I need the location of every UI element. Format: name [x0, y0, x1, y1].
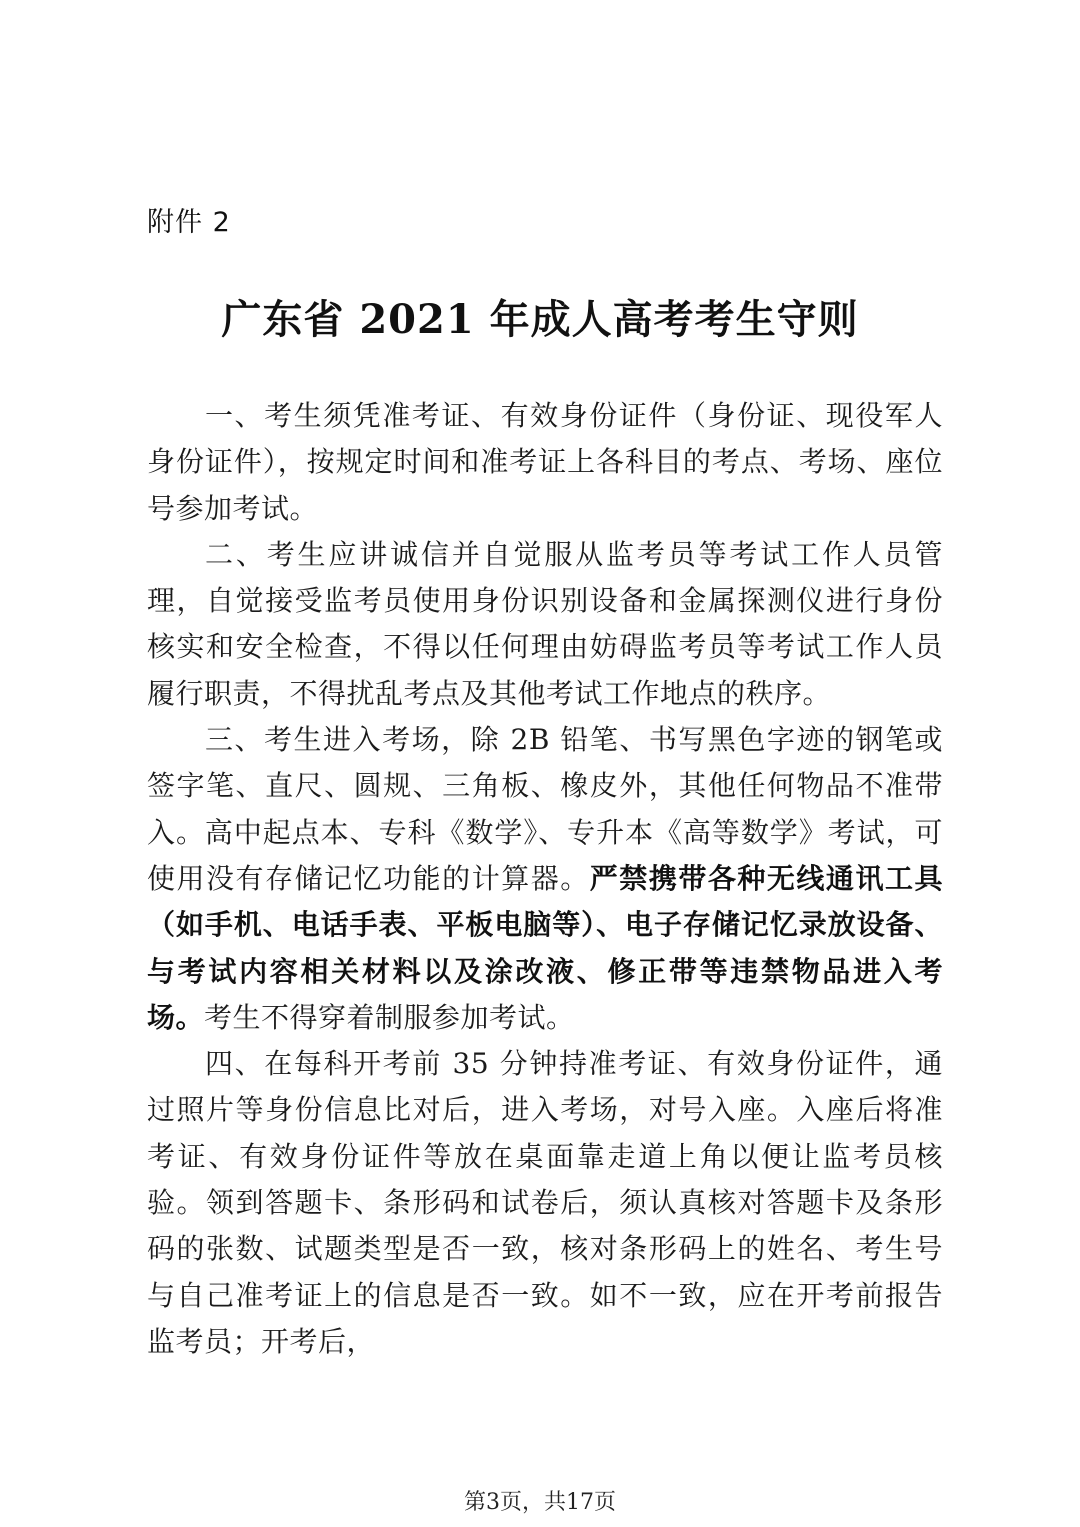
rules-body	[147, 393, 943, 1365]
document-title: 广东省 2021 年成人高考考生守则	[221, 296, 859, 343]
rule-paragraph-2	[147, 532, 943, 717]
page-number-footer: 第3页，共17页	[464, 1490, 616, 1515]
rule-paragraph-4	[147, 1041, 943, 1365]
attachment-label: 附件 2	[147, 207, 231, 238]
rule-2-text: 二、考生应讲诚信并自觉服从监考员等考试工作人员管理，自觉接受监考员使用身份识别设备和金属探测仪进行身份核实和安全检查，不得以任何理由妨碍监考员等考试工作人员履行职责，不得扰乱考点及其他考试工作地点的秩序。	[147, 537, 943, 710]
rule-3-uniform-text: 考生不得穿着制服参加考试。	[204, 1000, 575, 1034]
rule-paragraph-3	[147, 717, 943, 1041]
rule-1-text: 一、考生须凭准考证、有效身份证件（身份证、现役军人身份证件），按规定时间和准考证上各科目的考点、考场、座位号参加考试。	[147, 399, 943, 525]
rule-3-text: 三、考生进入考场，除 2B 铅笔、书写黑色字迹的钢笔或签字笔、直尺、圆规、三角板、橡皮外，其他任何物品不准带入。高中起点本、专科《数学》、专升本《高等数学》考试，可使用没有存储记忆功能的计算器。	[147, 723, 943, 895]
rule-3-prohibited-items-emphasis: 严禁携带各种无线通讯工具（如手机、电话手表、平板电脑等）、电子存储记忆录放设备、与考试内容相关材料以及涂改液、修正带等违禁物品进入考场。	[147, 861, 943, 1034]
rule-4-text: 四、在每科开考前 35 分钟持准考证、有效身份证件，通过照片等身份信息比对后，进入考场，对号入座。入座后将准考证、有效身份证件等放在桌面靠走道上角以便让监考员核验。领到答题卡、条形码和试卷后，须认真核对答题卡及条形码的张数、试题类型是否一致，核对条形码上的姓名、考生号与自己准考证上的信息是否一致。如不一致，应在开考前报告监考员；开考后，	[147, 1047, 943, 1358]
rule-paragraph-1	[147, 393, 943, 532]
